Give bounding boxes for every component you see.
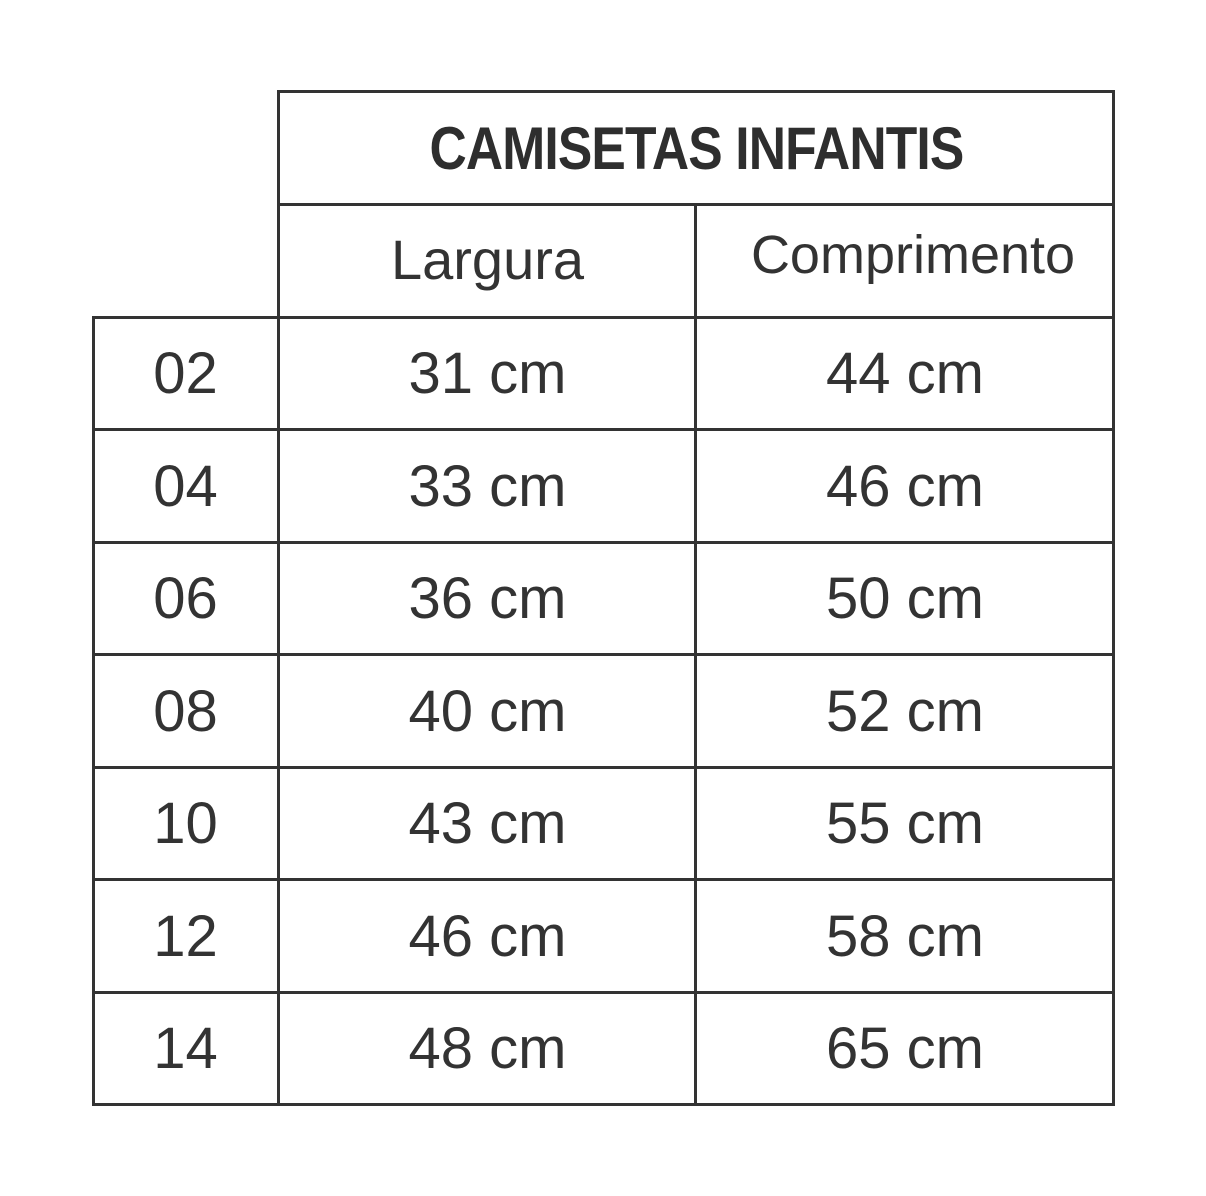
column-header-label: Comprimento bbox=[750, 225, 1076, 285]
grid-line bbox=[694, 203, 697, 1106]
size-label: 10 bbox=[153, 791, 218, 856]
size-label: 12 bbox=[153, 903, 218, 969]
largura-text: 36 cm bbox=[408, 566, 567, 631]
grid-line bbox=[92, 766, 1115, 769]
table-row bbox=[94, 431, 277, 541]
comprimento-value bbox=[697, 769, 1113, 878]
grid-line bbox=[92, 428, 1115, 431]
grid-line bbox=[92, 991, 1115, 994]
grid-line bbox=[278, 90, 1115, 93]
grid-line bbox=[1112, 90, 1115, 1106]
comprimento-text: 65 cm bbox=[826, 1016, 984, 1081]
largura-text: 43 cm bbox=[408, 791, 567, 856]
table-title bbox=[280, 92, 1113, 204]
size-label: 02 bbox=[153, 340, 218, 406]
grid-line bbox=[92, 1103, 1115, 1106]
largura-value bbox=[280, 318, 695, 428]
table-row bbox=[94, 656, 277, 766]
table-row bbox=[94, 318, 277, 428]
table-title-text: CAMISETAS INFANTIS bbox=[429, 114, 964, 182]
largura-value bbox=[280, 544, 695, 653]
largura-text: 33 cm bbox=[408, 453, 567, 519]
comprimento-text: 55 cm bbox=[826, 791, 984, 856]
comprimento-text: 46 cm bbox=[826, 453, 984, 519]
comprimento-value bbox=[697, 318, 1113, 428]
size-label: 06 bbox=[153, 566, 218, 631]
largura-value bbox=[280, 769, 695, 878]
comprimento-value bbox=[697, 994, 1113, 1103]
comprimento-value bbox=[697, 431, 1113, 541]
grid-line bbox=[277, 90, 280, 1106]
comprimento-value bbox=[697, 656, 1113, 766]
column-header-label: Largura bbox=[390, 227, 585, 291]
table-row bbox=[94, 769, 277, 878]
grid-line bbox=[92, 316, 95, 1106]
column-header-largura bbox=[280, 206, 695, 316]
largura-text: 46 cm bbox=[408, 903, 567, 969]
largura-value bbox=[280, 431, 695, 541]
table-row bbox=[94, 881, 277, 991]
size-label: 08 bbox=[153, 678, 218, 744]
size-label: 14 bbox=[153, 1016, 218, 1081]
largura-value bbox=[280, 656, 695, 766]
largura-text: 31 cm bbox=[408, 340, 567, 406]
grid-line bbox=[92, 653, 1115, 656]
table-row bbox=[94, 544, 277, 653]
largura-text: 48 cm bbox=[408, 1016, 567, 1081]
grid-line bbox=[92, 316, 1115, 319]
size-label: 04 bbox=[153, 453, 218, 519]
largura-value bbox=[280, 994, 695, 1103]
largura-value bbox=[280, 881, 695, 991]
comprimento-text: 58 cm bbox=[826, 903, 984, 969]
largura-text: 40 cm bbox=[408, 678, 567, 744]
comprimento-text: 44 cm bbox=[826, 340, 984, 406]
comprimento-text: 52 cm bbox=[826, 678, 984, 744]
grid-line bbox=[92, 878, 1115, 881]
column-header-comprimento bbox=[697, 206, 1113, 316]
table-row bbox=[94, 994, 277, 1103]
comprimento-text: 50 cm bbox=[826, 566, 984, 631]
comprimento-value bbox=[697, 544, 1113, 653]
comprimento-value bbox=[697, 881, 1113, 991]
grid-line bbox=[92, 541, 1115, 544]
